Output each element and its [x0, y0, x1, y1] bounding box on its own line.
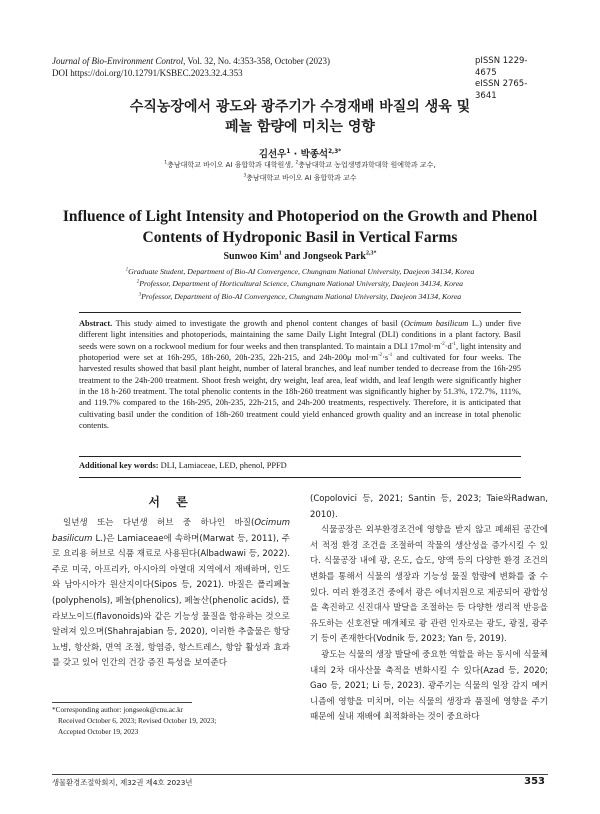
abstract — [79, 318, 521, 431]
received-dates: Received October 6, 2023; Revised October 19, 2023; — [58, 715, 217, 725]
korean-author1: 김선우 — [258, 149, 287, 160]
abstract-sup: -2 — [440, 341, 445, 347]
english-affiliation — [40, 266, 560, 278]
journal-volume-info: , Vol. 32, No. 4:353-358, October (2023) — [183, 56, 330, 66]
aff-sup: 2 — [295, 159, 299, 165]
korean-affiliation-line2 — [40, 172, 560, 185]
intro-paragraph: (Copolovici 등, 2021; Santin 등, 2023; Taie와Radwan, 2010). — [310, 494, 548, 520]
english-author1: Sunwoo Kim — [223, 251, 279, 262]
keywords-top-rule — [79, 456, 521, 457]
aff-text: Graduate Student, Department of Bio-AI Convergence, Chungnam National University, Daejeon 34134, Korea — [128, 267, 475, 276]
abstract-text: ·s — [382, 353, 389, 363]
korean-authors — [40, 146, 560, 160]
english-author2-sup: 2,3 — [365, 250, 374, 257]
keywords-label: Additional key words: — [79, 461, 159, 470]
journal-header — [52, 56, 330, 79]
aff-sup: 3 — [243, 172, 247, 178]
eissn: eISSN 2765-3641 — [475, 79, 528, 101]
doi: DOI https://doi.org/10.12791/KSBEC.2023.32.4.353 — [52, 67, 243, 78]
english-affiliation — [40, 291, 560, 303]
author-separator: · — [290, 149, 301, 160]
footer-journal: 생물환경조절학회지, 제32권 제4호 2023년 — [52, 778, 193, 787]
footer-rule — [52, 774, 548, 775]
korean-author1-sup: 1 — [286, 148, 291, 155]
footnote — [52, 705, 292, 737]
english-author2-star: * — [373, 250, 377, 257]
english-title-line2: Contents of Hydroponic Basil in Vertical Farms — [142, 228, 458, 246]
aff-sup: 2 — [136, 279, 140, 285]
intro-paragraph — [52, 516, 290, 672]
korean-affiliations — [40, 159, 560, 184]
aff-sup: 3 — [138, 292, 142, 297]
abstract-top-rule — [79, 312, 521, 313]
abstract-sup: -1 — [388, 353, 393, 359]
intro-paragraph: 식물공장은 외부환경조건에 영향을 받지 않고 폐쇄된 공간에서 적정 환경 조건을 조절하여 작물의 생산성을 증가시킬 수 있다. 식물공장 내에 광, 온도, 습도, 양액 등의 다양한 환경 조건의 변화를 통해서 식물의 생장과 기능성 물질 함량에 변화를 줄 수 있다. 여러 환경조건 중에서 광은 에너지원으로 제공되어 광합성을 촉진하고 신진대사 발달을 조절하는 등 다양한 생리적 반응을 유도하는 신호전달 매개체로 광 관련 인자로는 광도, 광질, 광주기 등이 존재한다(Vodnik 등, 2023; Yan 등, 2019). — [310, 525, 548, 645]
journal-citation — [52, 56, 330, 68]
aff-text: 충남대학교 농업생명과학대학 원예학과 교수, — [298, 161, 436, 169]
intro-paragraph: 광도는 식물의 생장 발달에 중요한 역할을 하는 동시에 식물체 내의 2차 대사산물 축적을 변화시킬 수 있다(Azad 등, 2020; Gao 등, 2021; Li 등, 2023). 광주기는 식물의 일장 감지 메커니즘에 영향을 미치며, 이는 식물의 생장과 품질에 영향을 주기 때문에 실내 재배에 최적화하는 것이 중요하다 — [310, 649, 548, 723]
page-number: 353 — [524, 776, 545, 787]
english-affiliations — [40, 266, 560, 303]
abstract-species: Ocimum basilicum — [403, 319, 469, 328]
corresponding-author: *Corresponding author: jongseok@cnu.ac.kr — [52, 705, 184, 714]
accepted-date: Accepted October 19, 2023 — [58, 726, 139, 736]
korean-author2: 박종석 — [300, 149, 329, 160]
english-affiliation — [40, 278, 560, 290]
keywords-bottom-rule — [79, 477, 521, 478]
english-author2: Jongseok Park — [302, 251, 366, 262]
english-title — [30, 207, 570, 248]
abstract-text: , light intensity and photoperiod were set at 16h-295, 18h-260, 20h-235, 22h-215, and 24h-200μ mol·m — [79, 341, 522, 363]
aff-sup: 1 — [164, 159, 168, 165]
intro-right-column — [310, 492, 548, 726]
english-authors — [40, 251, 560, 262]
intro-text: L.)은 Lamiaceae에 속하며(Marwat 등, 2011), 주로 요리용 허브로 식품 재료로 사용된다(Albadwawi 등, 2022). 주로 미국, 아프리카, 아시아의 아열대 지역에서 재배하며, 인도와 남아시아가 원산지이다(Sipos 등, 2021). 바질은 폴리페놀(polyphenols), 페놀(phenolics), 페놀산(phenolic acids), 플라보노이드(flavonoids)와 같은 기능성 물질을 함유하는 것으로 알려져 있으며(Shahrajabian 등, 2020), 이러한 추출물은 항당뇨병, 항산화, 면역 조절, 항염증, 항스트레스, 항암 활성과 효과를 갖고 있어 인간의 건강 증진 특성을 보여준다 — [52, 533, 290, 669]
aff-text: 충남대학교 바이오 AI 융합학과 대학원생, — [167, 161, 296, 169]
korean-title-line1: 수직농장에서 광도와 광주기가 수경재배 바질의 생육 및 — [129, 99, 471, 115]
abstract-sup: -1 — [451, 341, 456, 347]
abstract-label: Abstract. — [79, 319, 113, 328]
abstract-text: ·d — [444, 341, 452, 351]
issn-block — [475, 56, 545, 102]
korean-title — [40, 98, 560, 137]
keywords-text: DLI, Lamiaceae, LED, phenol, PPFD — [158, 461, 287, 470]
abstract-text: and cultivated for four weeks. The harvested results showed that basil plant height, number of lateral branches, and leaf number tended to decrease from the 16h-295 treatment to the 24h-200 treatment. Shoot fresh weight, dry weight, leaf area, leaf width, and leaf length were significantly higher in the 18 h-260 treatment. The total phenolic contents in the 18h-260 treatment was significantly higher by 51.3%, 172.7%, 111%, and 119.7% compared to the 16h-295, 20h-235, 22h-215, and 24h-200 treatments, respectively. Therefore, it is anticipated that cultivating basil under the condition of 18h-260 treatment could yield enhanced growth quality and an increase in total phenolic contents. — [79, 353, 521, 431]
abstract-text: This study aimed to investigate the growth and phenol content changes of basil ( — [112, 319, 404, 328]
english-author1-sup: 1 — [278, 250, 282, 257]
intro-left-column — [52, 516, 290, 672]
keywords — [79, 461, 521, 470]
aff-text: Professor, Department of Bio-AI Convergence, Chungnam National University, Daejeon 34134, Korea — [141, 291, 462, 301]
aff-text: Professor, Department of Horticultural Science, Chungnam National University, Daejeon 34134, Korea — [139, 279, 464, 289]
abstract-sup: -2 — [377, 353, 383, 359]
section-title-introduction: 서 론 — [148, 495, 194, 509]
aff-sup: 1 — [125, 267, 129, 273]
intro-text: 일년생 또는 다년생 허브 중 하나인 바질( — [63, 518, 255, 528]
author-and: and — [281, 251, 303, 262]
english-title-line1: Influence of Light Intensity and Photoperiod on the Growth and Phenol — [62, 208, 538, 225]
korean-title-line2: 페놀 함량에 미치는 영향 — [225, 118, 375, 135]
korean-author2-star: * — [338, 148, 342, 155]
korean-author2-sup: 2,3 — [328, 148, 339, 155]
footnote-rule — [52, 702, 192, 703]
intro-species: Ocimum basilicum — [52, 518, 290, 544]
aff-text: 충남대학교 바이오 AI 융합학과 교수 — [246, 173, 357, 182]
korean-affiliation-line1 — [40, 159, 560, 172]
journal-name: Journal of Bio-Environment Control — [52, 56, 184, 66]
pissn: pISSN 1229-4675 — [475, 56, 528, 78]
abstract-text: L.) under five different light intensities and photoperiods, maintaining the same Daily Light Integral (DLI) conditions in a plant factory. Basil seeds were sown on a rockwool medium for four weeks and then transplanted. To maintain a DLI 17mol·m — [79, 319, 521, 351]
